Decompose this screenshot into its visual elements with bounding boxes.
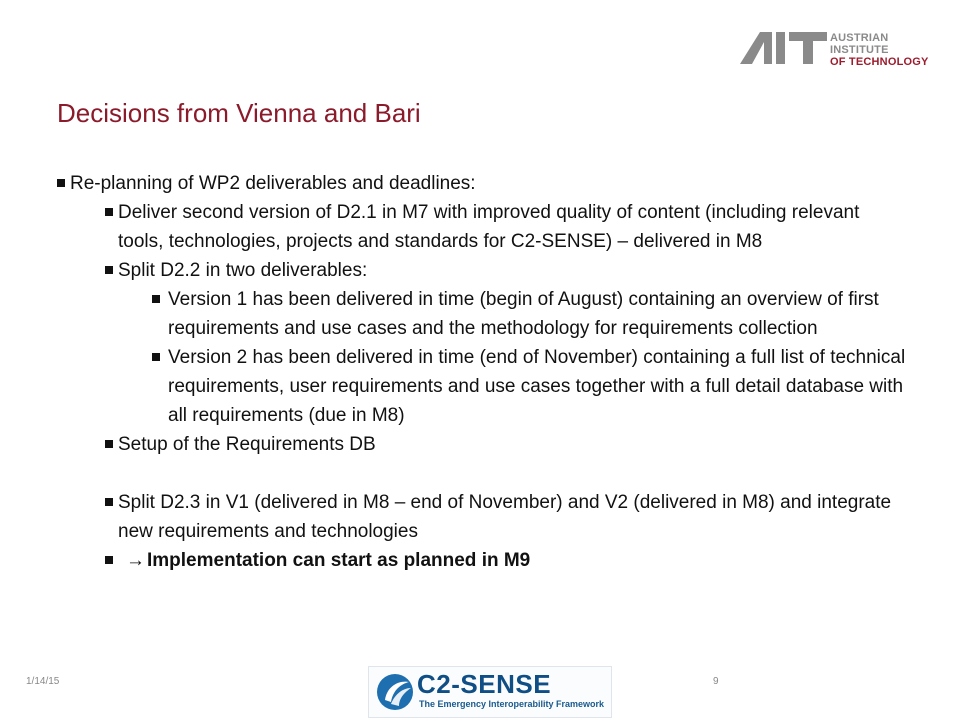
square-bullet-icon — [57, 179, 65, 187]
bullet-item — [105, 488, 907, 546]
c2-sense-logo — [368, 666, 612, 718]
bullet-item — [152, 285, 907, 343]
bullet-item — [57, 169, 907, 198]
bullet-item — [152, 343, 907, 430]
bullet-item — [105, 198, 907, 256]
square-bullet-icon — [105, 208, 113, 216]
right-arrow-icon: → — [126, 550, 145, 571]
bullet-text: Deliver second version of D2.1 in M7 with improved quality of content (including relevant tools, technologies, projects and standards for C2-SENSE) – delivered in M8 — [118, 202, 860, 252]
bullet-text: Split D2.3 in V1 (delivered in M8 – end of November) and V2 (delivered in M8) and integrate new requirements and technologies — [118, 492, 892, 542]
bullet-item — [105, 546, 907, 575]
c2-sense-tagline: The Emergency Interoperability Framework — [419, 699, 605, 709]
footer-date: 1/14/15 — [26, 676, 60, 687]
slide-content — [57, 169, 907, 575]
bullet-text: Setup of the Requirements DB — [118, 434, 376, 455]
bullet-text: Version 2 has been delivered in time (end of November) containing a full list of technical requirements, user requirements and use cases together with a full detail database with all requirements (due in M8) — [168, 347, 906, 426]
ait-org-line2: OF TECHNOLOGY — [830, 56, 929, 68]
ait-logo-mark-icon — [740, 28, 828, 68]
spacer — [57, 459, 907, 488]
ait-logo — [740, 28, 940, 68]
c2-sense-swirl-icon — [373, 670, 417, 714]
bullet-text: Implementation can start as planned in M9 — [147, 550, 531, 571]
slide-title: Decisions from Vienna and Bari — [57, 98, 421, 128]
square-bullet-icon — [105, 440, 113, 448]
ait-org-line1: AUSTRIAN INSTITUTE — [830, 32, 889, 56]
square-bullet-icon — [105, 266, 113, 274]
square-bullet-icon — [152, 353, 160, 361]
square-bullet-icon — [105, 498, 113, 506]
c2-sense-name: C2-SENSE — [417, 669, 552, 699]
bullet-text: Re-planning of WP2 deliverables and deadlines: — [70, 173, 476, 194]
bullet-item — [105, 256, 907, 285]
page-number: 9 — [713, 676, 719, 687]
bullet-text: Split D2.2 in two deliverables: — [118, 260, 368, 281]
square-bullet-icon — [152, 295, 160, 303]
square-bullet-icon — [105, 556, 113, 564]
bullet-item — [105, 430, 907, 459]
bullet-text: Version 1 has been delivered in time (begin of August) containing an overview of first requirements and use cases and the methodology for requirements collection — [168, 289, 879, 339]
